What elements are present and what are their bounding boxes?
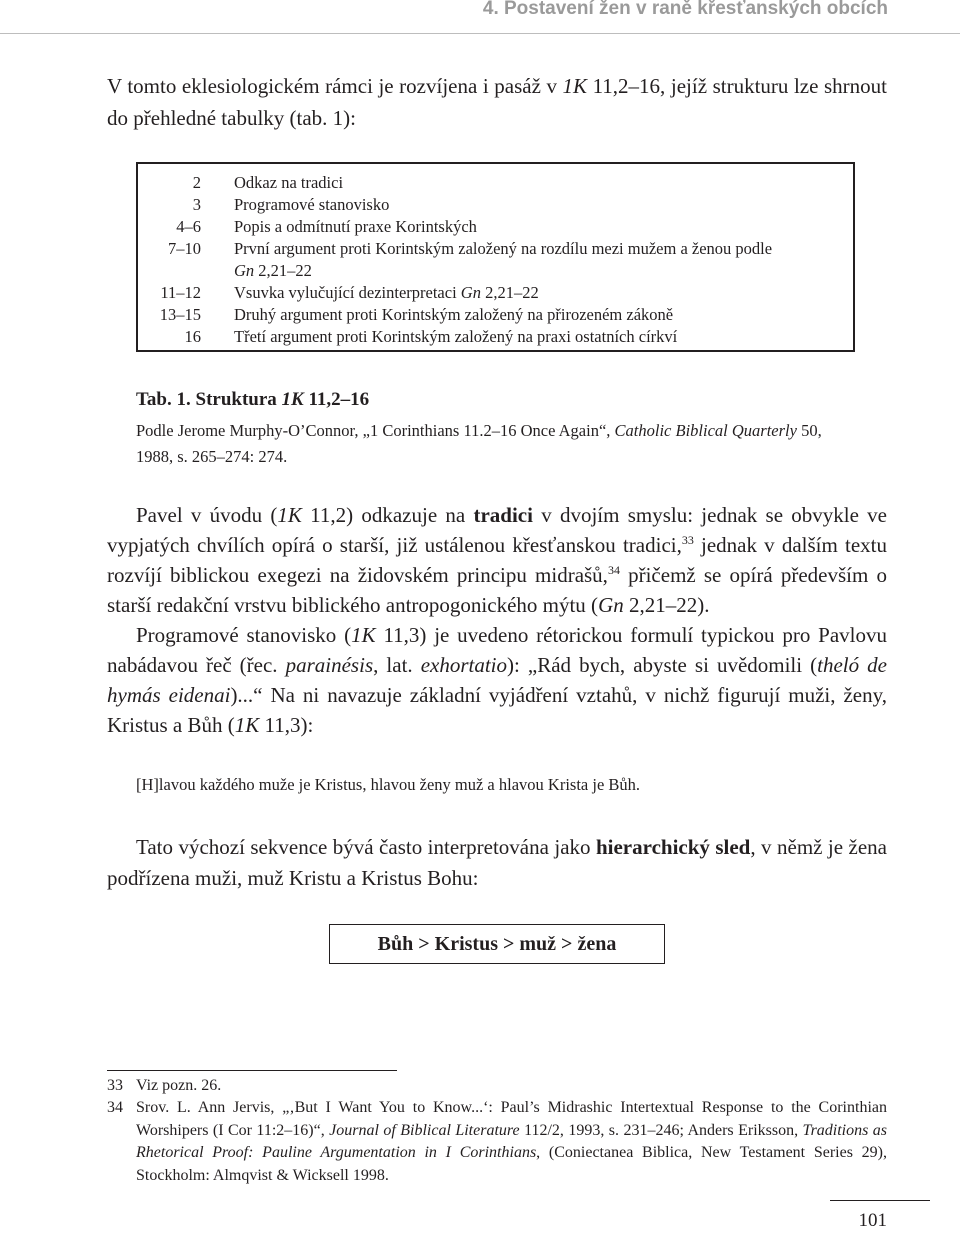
structure-table — [136, 162, 855, 352]
table-row — [138, 195, 853, 217]
block-quote: [H]lavou každého muže je Kristus, hlavou ženy muž a hlavou Krista je Bůh. — [136, 775, 641, 794]
table-verse: 3 — [192, 195, 201, 214]
table-row — [138, 283, 853, 305]
table-description: Druhý argument proti Korintským založený na přirozeném zákoně — [234, 305, 674, 324]
header-rule — [0, 33, 960, 34]
table-description: Gn 2,21–22 — [234, 261, 312, 280]
page-number-rule — [830, 1200, 930, 1201]
table-row — [138, 217, 853, 239]
intro-paragraph: V tomto eklesiologickém rámci je rozvíjena i pasáž v 1K 11,2–16, jejíž strukturu lze shrnout do přehledné tabulky (tab. 1): — [107, 74, 887, 130]
table-verse: 4–6 — [176, 217, 201, 236]
page-number: 101 — [858, 1210, 887, 1231]
table-verse: 16 — [184, 327, 201, 346]
table-description: Programové stanovisko — [234, 195, 390, 214]
table-row — [138, 261, 853, 283]
table-description: První argument proti Korintským založený na rozdílu mezi mužem a ženou podle — [234, 239, 773, 258]
table-row — [138, 239, 853, 261]
table-verse: 2 — [192, 173, 201, 192]
footnote-text: Srov. L. Ann Jervis, „‚But I Want You to Know...‘: Paul’s Midrashic Intertextual Response to the Corinthian Worshipers (I Cor 11:2–16)“, Journal of Biblical Literature 112/2, 1993, s. 231–246; Anders Eriksson, Traditions as Rhetorical Proof: Pauline Argumentation in I Corinthians, (Coniectanea Biblica, New Testament Series 29), Stockholm: Almqvist & Wicksell 1998. — [136, 1099, 888, 1184]
table-caption: Tab. 1. Struktura 1K 11,2–16 — [136, 389, 370, 410]
table-verse: 7–10 — [168, 239, 201, 258]
paragraph-tradition: Pavel v úvodu (1K 11,2) odkazuje na tradici v dvojím smyslu: jednak se obvykle ve vypjatých chvílích opírá o starší, již ustálenou křesťanskou tradici,$^{33}$ jednak v dalším textu rozvíjí biblickou exegezi na židovském principu midrašů,$^{34}$ přičemž se opírá především o starší redakční vrstvu biblického antropogonického mýtu (Gn 2,21–22). — [107, 503, 887, 617]
paragraph-program: Programové stanovisko (1K 11,3) je uvedeno rétorickou formulí typickou pro Pavlovu nabádavou řeč (řec. parainésis, lat. exhortatio): „Rád bych, abyste si uvědomili (theló de hymás eidenai)...“ Na ni navazuje základní vyjádření vztahů, v nichž figurují muži, ženy, Kristus a Bůh (1K 11,3): — [107, 623, 887, 737]
footnote-rule — [107, 1070, 397, 1071]
footnote-text: Viz pozn. 26. — [136, 1077, 222, 1094]
table-row — [138, 305, 853, 327]
footnote-number: 34 — [107, 1099, 123, 1116]
footnote-ref-33[interactable]: 33 — [681, 533, 694, 547]
body-paragraphs — [107, 500, 887, 740]
paragraph-hierarchy: Tato výchozí sekvence bývá často interpretována jako hierarchický sled, v němž je žena podřízena muži, muž Kristu a Kristus Bohu: — [107, 835, 887, 890]
table-row — [138, 173, 853, 195]
table-description: Odkaz na tradici — [234, 173, 344, 192]
running-header: 4. Postavení žen v raně křesťanských obcích — [482, 0, 888, 19]
table-verse: 13–15 — [159, 305, 201, 324]
footnote-33 — [107, 1075, 887, 1098]
table-source: Podle Jerome Murphy-O’Connor, „1 Corinthians 11.2–16 Once Again“, Catholic Biblical Quarterly 50, 1988, s. 265–274: 274. — [136, 421, 822, 466]
footnote-ref-34[interactable]: 34 — [607, 563, 620, 577]
table-description: Popis a odmítnutí praxe Korintských — [234, 217, 477, 236]
table-description: Třetí argument proti Korintským založený na praxi ostatních církví — [234, 327, 678, 346]
table-description: Vsuvka vylučující dezinterpretaci Gn 2,21–22 — [234, 283, 539, 302]
hierarchy-box: Bůh > Kristus > muž > žena — [329, 924, 665, 964]
footnote-number: 33 — [107, 1077, 123, 1094]
table-verse: 11–12 — [160, 283, 201, 302]
table-row — [138, 327, 853, 349]
footnote-34 — [107, 1097, 887, 1187]
